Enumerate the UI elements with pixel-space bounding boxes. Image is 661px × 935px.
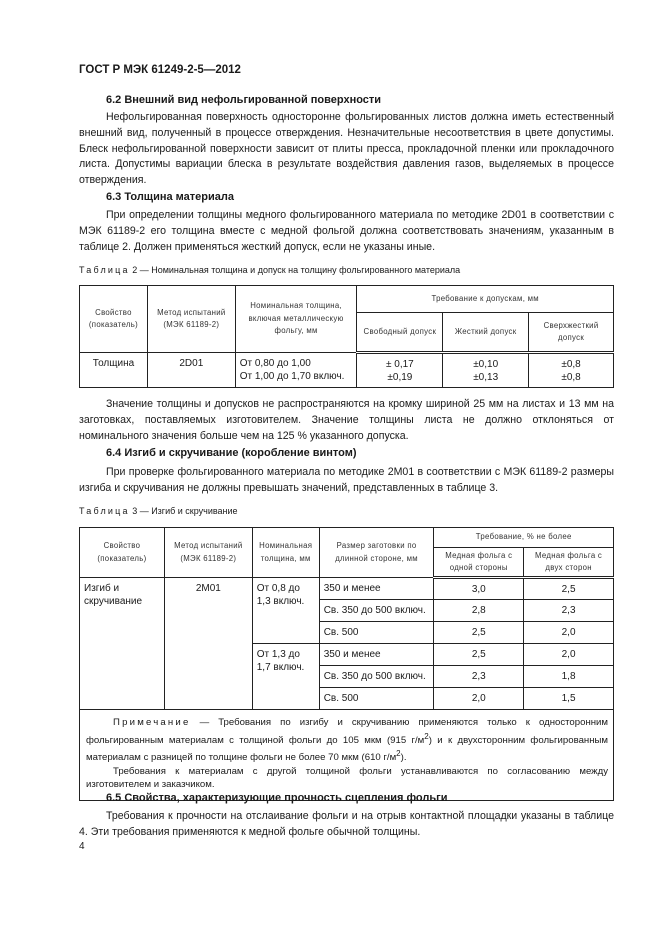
t2-extra [529, 353, 614, 388]
t2-free-1: ± 0,17 [386, 359, 414, 370]
caption-word: Таблица [79, 506, 130, 516]
t2-nominal [235, 353, 357, 388]
section-6-2-text: Нефольгированная поверхность односторонне фольгированных листов должна иметь естественный внешний вид, полученный в процессе отверждения. Незначительные несоответствия в цвете допустимы. Блеск нефольгированной поверхности зависит от плиты пресса, прокладочной пленки или прокладочного листа. Допустимы вариации блеска в результате воздействия давления газов, выделяемых в процессе отверждения. [79, 111, 614, 187]
t2-method: 2D01 [147, 353, 235, 388]
document-header: ГОСТ Р МЭК 61249-2-5—2012 [79, 64, 241, 76]
table-3 [79, 527, 614, 801]
note-label: Примечание [113, 717, 191, 728]
t3-size: Св. 500 [319, 622, 434, 644]
section-6-3-title: 6.3 Толщина материала [106, 191, 234, 203]
caption-text: 2 — Номинальная толщина и допуск на толщину фольгированного материала [129, 265, 461, 275]
t3-property: Изгиб и скручивание [80, 578, 165, 710]
t3-one: 2,5 [434, 622, 524, 644]
t3-size: Св. 350 до 500 включ. [319, 666, 434, 688]
table-row [80, 578, 614, 600]
page-number: 4 [79, 841, 85, 852]
t3-header-method: Метод испытаний (МЭК 61189-2) [164, 528, 252, 578]
t2-hard [443, 353, 529, 388]
t3-header-property: Свойство (показатель) [80, 528, 165, 578]
t3-two: 2,3 [524, 600, 614, 622]
t3-two: 1,8 [524, 666, 614, 688]
t2-header-nominal: Номинальная толщина, включая металлическую фольгу, мм [235, 286, 357, 353]
t3-nominal-2: От 1,3 до 1,7 включ. [252, 644, 319, 710]
t3-one: 2,3 [434, 666, 524, 688]
table-row [80, 353, 614, 388]
t2-header-hard: Жесткий допуск [443, 313, 529, 353]
note-text: ). [400, 752, 407, 764]
t3-size: Св. 500 [319, 688, 434, 710]
t3-one: 2,5 [434, 644, 524, 666]
t2-property: Толщина [80, 353, 148, 388]
t2-header-property: Свойство (показатель) [80, 286, 148, 353]
t3-size: 350 и менее [319, 644, 434, 666]
t3-two: 2,0 [524, 622, 614, 644]
t2-hard-1: ±0,10 [473, 359, 499, 370]
caption-text: 3 — Изгиб и скручивание [129, 506, 238, 516]
section-6-2-title: 6.2 Внешний вид нефольгированной поверхности [106, 94, 382, 106]
t2-header-group: Требование к допускам, мм [357, 286, 614, 313]
table-3-caption [79, 506, 238, 516]
t2-header-extra: Сверхжесткий допуск [529, 313, 614, 353]
t3-nominal-1: От 0,8 до 1,3 включ. [252, 578, 319, 644]
superscript: 2 [396, 749, 401, 759]
section-6-5-title: 6.5 Свойства, характеризующие прочность сцепления фольги [106, 792, 448, 804]
t3-one: 2,0 [434, 688, 524, 710]
t3-header-two-sides: Медная фольга с двух сторон [524, 548, 614, 578]
section-6-3-text: При определении толщины медного фольгированного материала по методике 2D01 в соответствии с МЭК 61189-2 его толщина вместе с медной фольгой должна соответствовать значениям, указанным в таблице 2. Должен применяться жесткий допуск, если не указаны иные. [79, 209, 614, 253]
t2-hard-2: ±0,13 [473, 372, 499, 383]
t3-two: 1,5 [524, 688, 614, 710]
t3-header-nominal: Номинальная толщина, мм [252, 528, 319, 578]
section-6-4-text: При проверке фольгированного материала по методике 2М01 в соответствии с МЭК 61189-2 размеры изгиба и скручивания не должны превышать значений, представленных в таблице 3. [79, 466, 614, 494]
t3-header-group: Требование, % не более [434, 528, 614, 548]
t3-one: 2,8 [434, 600, 524, 622]
t3-size: 350 и менее [319, 578, 434, 600]
section-6-3-after-table: Значение толщины и допусков не распространяются на кромку шириной 25 мм на листах и 13 мм на заготовках, поставляемых изготовителем. Значение толщины листа не должно отклоняться от номинального значения больше чем на 125 % указанного допуска. [79, 398, 614, 442]
table-3-note [80, 710, 614, 801]
t3-header-size: Размер заготовки по длинной стороне, мм [319, 528, 434, 578]
table-note-row [80, 710, 614, 801]
table-2 [79, 285, 614, 388]
t2-nominal-1: От 0,80 до 1,00 [239, 358, 311, 369]
t2-extra-2: ±0,8 [561, 372, 581, 383]
table-2-caption [79, 265, 460, 275]
t2-header-method: Метод испытаний (МЭК 61189-2) [147, 286, 235, 353]
t2-extra-1: ±0,8 [561, 359, 581, 370]
note-text: — Требования по изгибу и скручиванию применяются только к односторонним фольгированным материалам с толщиной фольги до 105 мкм (915 г/м [86, 717, 608, 746]
section-6-5-text: Требования к прочности на отслаивание фольги и на отрыв контактной площадки указаны в таблице 4. Эти требования применяются к медной фольге обычной толщины. [79, 810, 614, 838]
t3-method: 2М01 [164, 578, 252, 710]
t3-two: 2,0 [524, 644, 614, 666]
note-paragraph-1 [86, 716, 608, 765]
t3-size: Св. 350 до 500 включ. [319, 600, 434, 622]
t3-header-one-side: Медная фольга с одной стороны [434, 548, 524, 578]
superscript: 2 [424, 731, 429, 741]
section-6-4-title: 6.4 Изгиб и скручивание (коробление винтом) [106, 447, 357, 459]
note-paragraph-2: Требования к материалам с другой толщиной фольги устанавливаются по согласованию между изготовителем и заказчиком. [86, 765, 608, 791]
t3-two: 2,5 [524, 578, 614, 600]
t2-free [357, 353, 443, 388]
t2-free-2: ±0,19 [387, 372, 413, 383]
t2-header-free: Свободный допуск [357, 313, 443, 353]
t2-nominal-2: От 1,00 до 1,70 включ. [239, 371, 345, 382]
t3-one: 3,0 [434, 578, 524, 600]
caption-word: Таблица [79, 265, 130, 275]
note-text: ) и к двухсторонним фольгированным материалам с разницей по толщине фольги не более 70 мкм (610 г/м [86, 734, 608, 764]
